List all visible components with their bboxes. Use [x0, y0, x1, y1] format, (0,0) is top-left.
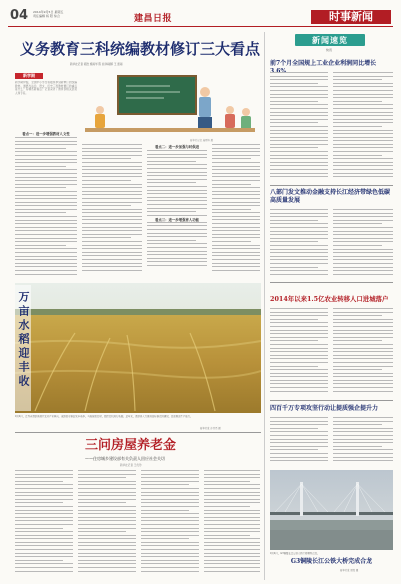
brief-2-col-a	[270, 209, 328, 279]
brief-3-col-a	[270, 308, 328, 398]
photo-caption: 9月4日，江苏省泗洪县现代农业产业园内，成熟的水稻迎来丰收季。当地抢抓农时，组织农机进行收割。近年来，泗洪县大力推进高标准农田建设，提高粮食生产能力。	[15, 415, 193, 418]
brief-divider-2	[270, 282, 393, 283]
column-divider	[264, 32, 265, 580]
lead-text: 新学期伊始，全国中小学生将陆续拿到新修订的统编教材。道德与法治、语文、历史三科教材修订的重点是什么？有哪些新看点？记者采访了教育部相关负责人和专家。	[15, 81, 77, 95]
bridge-credit: 新华社发 周牧 摄	[340, 569, 359, 572]
bridge-photo	[270, 470, 393, 550]
brief-4-col-b	[333, 417, 393, 467]
bottom-col-1	[15, 470, 73, 578]
left-col-4	[212, 144, 260, 277]
subhead-3: 看点三：进一步增强育人功能	[147, 217, 207, 222]
newspaper-brand: 建昌日报	[134, 14, 173, 24]
rice-harvest-photo	[15, 283, 261, 413]
classroom-illustration	[80, 70, 260, 140]
bridge-caption: 9月4日，G3铜陵长江公铁大桥主桥顺利合龙。	[270, 552, 320, 555]
masthead	[8, 6, 393, 26]
bottom-col-4	[204, 470, 260, 578]
header-rule	[8, 26, 393, 27]
brief-2-col-b	[333, 209, 393, 279]
bottom-subhead: ——住房城乡建设部有关负责人回应社会关切	[85, 456, 165, 461]
left-col-2	[82, 144, 142, 277]
mid-rule	[15, 432, 261, 433]
bottom-byline: 新华社记者 王优玲	[120, 464, 142, 467]
bottom-col-3	[141, 470, 199, 578]
page-number: 04	[10, 8, 29, 23]
brief-1-col-a	[270, 72, 328, 182]
brief-divider-1	[270, 185, 393, 186]
brief-headline-1: 前7个月全国规上工业企业利润同比增长	[270, 60, 377, 67]
brief-headline-4: 四百千万专项攻坚行动让提质强企提升力	[270, 405, 379, 412]
section-title: 时事新闻	[311, 10, 391, 24]
bottom-headline: 三问房屋养老金	[85, 438, 177, 453]
brief-1-col-b	[333, 72, 393, 182]
main-headline: 义务教育三科统编教材修订三大看点	[20, 40, 261, 58]
section-label: 新闻速览	[312, 35, 348, 45]
illustration-credit: 新华社记者 施雨岑 摄	[190, 139, 214, 142]
section-sublabel: 快讯	[326, 48, 333, 52]
left-col-1	[15, 137, 77, 277]
brief-divider-3	[270, 400, 393, 401]
subhead-2: 看点二：进一步加强与时俱进	[154, 145, 200, 149]
left-col-3	[147, 150, 207, 277]
bottom-col-2	[78, 470, 136, 578]
subhead-1: 看点一：进一步增强教材人文性	[22, 132, 70, 136]
brief-headline-2: 八部门发文推动金融支持长江经济带绿色低碳高质量发展	[270, 189, 391, 204]
vertical-title: 万亩水稻迎丰收	[17, 291, 30, 389]
vertical-title-box	[15, 285, 31, 411]
section-label-box	[295, 34, 365, 46]
brief-3-col-b	[333, 308, 393, 398]
brief-4-col-a	[270, 417, 328, 467]
new-term-badge: 新学期	[15, 73, 43, 79]
date-line: 2014年9月5日 星期五 责任编辑 杨 阳 综合	[33, 10, 64, 18]
main-byline: 新华社记者 胡浩 施雨岑 陈 旭 韩雨婷 王 雷雨	[70, 63, 123, 66]
brief-headline-3: 2014年以来1.5亿农业转移人口进城落户	[270, 295, 389, 303]
photo-credit: 新华社发 许昌亮 摄	[200, 427, 221, 430]
brief-headline-5: G3铜陵长江公铁大桥完成合龙	[290, 558, 373, 565]
